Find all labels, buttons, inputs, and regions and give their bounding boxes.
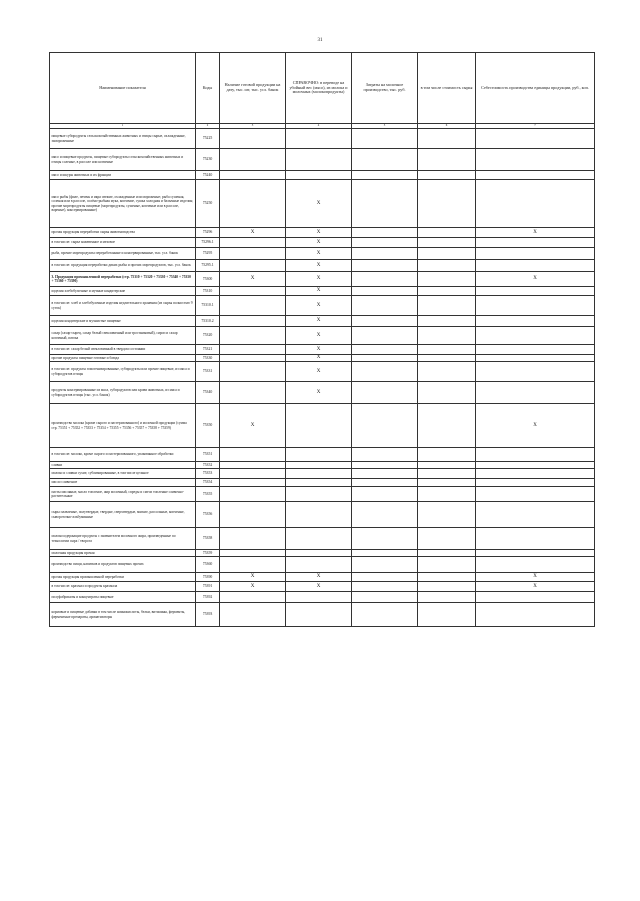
row-value-cell	[352, 238, 418, 248]
row-value-cell	[476, 469, 595, 479]
row-code: 75296	[196, 228, 220, 238]
row-value-cell	[418, 550, 476, 557]
row-value-cell	[352, 362, 418, 382]
row-value-cell	[352, 287, 418, 296]
row-value-cell	[352, 327, 418, 345]
row-code: 75393	[196, 603, 220, 627]
row-value-cell	[286, 502, 352, 528]
row-name: производство молока (кроме сырого и пастеризованного) и молочной продукции (сумма стр. 75351 + 75352 + 75353 + 75354 + 75355 + 75356 + 75357 + 75358 + 75359)	[50, 404, 196, 448]
column-number: 2	[196, 124, 220, 129]
row-value-cell	[476, 487, 595, 502]
row-value-cell	[418, 272, 476, 287]
header-reference: СПРАВОЧНО: в переводе на убойный вес (мясо), из молока и молочных (молокопродукты)	[286, 53, 352, 124]
row-name: изделия хлебобулочные и мучные кондитерские	[50, 287, 196, 296]
row-value-cell	[418, 479, 476, 487]
row-name: в том числе: крахмал и продукты крахмала	[50, 582, 196, 592]
row-code: 75250	[196, 180, 220, 228]
row-value-cell	[476, 345, 595, 355]
row-value-cell	[352, 316, 418, 327]
row-value-cell	[418, 462, 476, 469]
row-value-cell: X	[476, 228, 595, 238]
row-value-cell: X	[286, 382, 352, 404]
table-row	[50, 129, 595, 149]
row-value-cell	[352, 528, 418, 550]
row-value-cell	[352, 129, 418, 149]
table-row	[50, 248, 595, 260]
row-value-cell: X	[220, 228, 286, 238]
row-code: 75356	[196, 502, 220, 528]
row-value-cell	[352, 582, 418, 592]
row-name: молокосодержащие продукты с заменителем молочного жира, произведенные по технологии сыра / творога	[50, 528, 196, 550]
row-value-cell: X	[286, 362, 352, 382]
row-value-cell	[220, 462, 286, 469]
row-value-cell	[220, 448, 286, 462]
table-row	[50, 327, 595, 345]
row-name: продукты консервированные из мяса, субпродуктов или крови животных, из мяса и субпродуктов птицы (тыс. усл. банок)	[50, 382, 196, 404]
row-value-cell	[418, 316, 476, 327]
row-code: 75295.1	[196, 260, 220, 272]
row-name: прочая продукция переработки сырья животноводства	[50, 228, 196, 238]
row-value-cell	[286, 448, 352, 462]
row-code: 75330	[196, 355, 220, 362]
row-code: 75353	[196, 469, 220, 479]
row-value-cell	[476, 287, 595, 296]
table-row	[50, 573, 595, 582]
row-value-cell	[286, 462, 352, 469]
row-code: 75300	[196, 272, 220, 287]
row-value-cell	[418, 129, 476, 149]
row-value-cell	[352, 149, 418, 171]
row-value-cell	[418, 149, 476, 171]
table-row	[50, 316, 595, 327]
row-name: кормовые и пищевые добавки в том числе аминокислоты, белки, витамины, ферменты, ферментные препараты, ароматизаторы	[50, 603, 196, 627]
header-costs: Затраты на молочное производство, тыс. руб.	[352, 53, 418, 124]
row-value-cell	[476, 448, 595, 462]
row-value-cell	[352, 592, 418, 603]
table-row	[50, 592, 595, 603]
row-name: в том числе: продукты гомогенизированные, субпродукты или прочие пищевые, из мяса и субпродуктов птицы	[50, 362, 196, 382]
row-value-cell: X	[286, 582, 352, 592]
row-code: 75354	[196, 479, 220, 487]
row-name: изделия кондитерские и мучнистые пищевые	[50, 316, 196, 327]
column-number: 6	[418, 124, 476, 129]
row-value-cell	[418, 448, 476, 462]
table-row	[50, 469, 595, 479]
row-name: прочие продукты пищевые готовые и блюда	[50, 355, 196, 362]
row-name: молочная продукция прочая	[50, 550, 196, 557]
row-value-cell	[352, 260, 418, 272]
row-code: 75340	[196, 382, 220, 404]
row-value-cell	[220, 382, 286, 404]
row-value-cell: X	[286, 316, 352, 327]
row-value-cell	[418, 592, 476, 603]
table-row	[50, 448, 595, 462]
row-name: мясо и шкуры животных и их фракции	[50, 171, 196, 180]
row-value-cell	[418, 171, 476, 180]
row-value-cell	[286, 592, 352, 603]
row-value-cell: X	[286, 260, 352, 272]
row-name: полуфабрикаты и концентраты пищевые	[50, 592, 196, 603]
row-value-cell	[220, 327, 286, 345]
row-value-cell	[286, 557, 352, 573]
row-value-cell	[418, 287, 476, 296]
row-value-cell	[476, 327, 595, 345]
row-value-cell	[418, 355, 476, 362]
row-value-cell	[352, 296, 418, 316]
row-value-cell	[220, 238, 286, 248]
row-value-cell	[220, 287, 286, 296]
table-row	[50, 345, 595, 355]
row-code: 75321	[196, 345, 220, 355]
header-raw-cost: в том числе стоимость сырья	[418, 53, 476, 124]
row-value-cell	[418, 469, 476, 479]
column-number: 4	[286, 124, 352, 129]
row-value-cell	[352, 603, 418, 627]
row-value-cell	[418, 362, 476, 382]
column-number: 7	[476, 124, 595, 129]
row-value-cell	[352, 382, 418, 404]
row-value-cell: X	[286, 248, 352, 260]
row-value-cell	[286, 528, 352, 550]
row-value-cell	[286, 603, 352, 627]
row-value-cell	[286, 404, 352, 448]
row-value-cell: X	[286, 228, 352, 238]
row-value-cell	[476, 603, 595, 627]
row-name: в том числе: молоко, кроме сырого и пастеризованного, упакованное обработки	[50, 448, 196, 462]
row-value-cell: X	[286, 355, 352, 362]
row-value-cell	[418, 603, 476, 627]
table-row	[50, 462, 595, 469]
report-table	[49, 52, 595, 627]
row-value-cell	[476, 180, 595, 228]
row-value-cell	[220, 171, 286, 180]
row-value-cell	[418, 180, 476, 228]
row-name: в том числе: сахар белый свекловичный в твердом состоянии	[50, 345, 196, 355]
row-value-cell	[352, 171, 418, 180]
row-value-cell	[476, 238, 595, 248]
row-code: 75230	[196, 149, 220, 171]
row-value-cell	[476, 171, 595, 180]
row-value-cell	[418, 528, 476, 550]
header-stock: Наличие готовой продукции на дату, тыс. шт, тыс. усл. банок	[220, 53, 286, 124]
table-row	[50, 287, 595, 296]
row-value-cell	[418, 557, 476, 573]
header-indicator: Наименование показателя	[50, 53, 196, 124]
row-code: 75240	[196, 171, 220, 180]
row-value-cell	[352, 573, 418, 582]
column-number: 5	[352, 124, 418, 129]
row-value-cell	[286, 171, 352, 180]
row-value-cell	[286, 469, 352, 479]
row-value-cell	[418, 238, 476, 248]
row-name: мясо и пищевые продукты, пищевые субпродукты сельскохозяйственных животных и птицы соленые, в рассоле или копченые	[50, 149, 196, 171]
row-value-cell	[352, 228, 418, 238]
row-value-cell	[476, 355, 595, 362]
row-value-cell	[352, 462, 418, 469]
row-value-cell	[476, 592, 595, 603]
row-value-cell	[286, 479, 352, 487]
table-row	[50, 149, 595, 171]
table-row	[50, 582, 595, 592]
header-code: Коды	[196, 53, 220, 124]
table-row	[50, 238, 595, 248]
row-value-cell	[476, 557, 595, 573]
row-value-cell	[286, 149, 352, 171]
row-value-cell	[476, 479, 595, 487]
row-value-cell	[352, 272, 418, 287]
row-value-cell	[476, 528, 595, 550]
table-row	[50, 479, 595, 487]
table-row	[50, 228, 595, 238]
row-value-cell	[476, 129, 595, 149]
table-row	[50, 180, 595, 228]
row-value-cell	[220, 345, 286, 355]
row-value-cell	[418, 487, 476, 502]
table-row	[50, 603, 595, 627]
row-value-cell: X	[286, 180, 352, 228]
row-value-cell	[352, 448, 418, 462]
row-value-cell: X	[476, 272, 595, 287]
row-value-cell	[352, 487, 418, 502]
row-value-cell	[220, 355, 286, 362]
row-name: сыры плавленые, полутвердые, твердые, сверхтвердые, мягкие, рассольные, копченые, сывороточно-альбуминные	[50, 502, 196, 528]
row-name: в том числе: хлеб и хлебобулочные изделия недлительного хранения (из сырья полностью 9 суток)	[50, 296, 196, 316]
row-value-cell	[418, 296, 476, 316]
row-code: 75351	[196, 448, 220, 462]
row-value-cell	[220, 603, 286, 627]
row-value-cell	[476, 362, 595, 382]
row-value-cell	[286, 550, 352, 557]
row-value-cell	[418, 248, 476, 260]
row-value-cell	[418, 582, 476, 592]
row-name: 3. Продукция промышленной переработки (стр. 75310 + 75320 + 75330 + 75340 + 75350 + 75360 + 75390)	[50, 272, 196, 287]
row-value-cell	[476, 462, 595, 469]
header-unit-cost: Себестоимость производства единицы продукции, руб., коп.	[476, 53, 595, 124]
row-value-cell	[220, 550, 286, 557]
table-row	[50, 487, 595, 502]
row-value-cell	[220, 528, 286, 550]
row-value-cell	[352, 557, 418, 573]
row-code: 75320	[196, 327, 220, 345]
row-value-cell: X	[476, 573, 595, 582]
row-value-cell: X	[476, 582, 595, 592]
row-value-cell	[352, 345, 418, 355]
row-value-cell	[418, 327, 476, 345]
row-name: пищевые субпродукты сельскохозяйственных животных и птицы сырые, охлажденные, замороженные	[50, 129, 196, 149]
table-row	[50, 260, 595, 272]
row-value-cell	[220, 180, 286, 228]
row-code: 75310.2	[196, 316, 220, 327]
table-row	[50, 382, 595, 404]
row-code: 75295	[196, 248, 220, 260]
row-value-cell	[352, 550, 418, 557]
row-value-cell: X	[286, 573, 352, 582]
row-name: масло сливочное	[50, 479, 196, 487]
row-name: прочая продукция промышленной переработки	[50, 573, 196, 582]
row-value-cell	[352, 248, 418, 260]
row-value-cell: X	[286, 327, 352, 345]
page-number: 31	[317, 38, 323, 43]
column-number: 1	[50, 124, 196, 129]
row-value-cell	[220, 557, 286, 573]
row-value-cell	[220, 487, 286, 502]
row-value-cell	[418, 382, 476, 404]
row-name: мясо рыбы (филе, печень и икра свежие, охлажденные или мороженые; рыба сушеная, соленая или в рассоле, солёно-рыбная мука, копчение, сушка холодная и балычные изделия; прочие морепродукты пищевые (морепродукты, сушеные, копченые или в рассоле, вареные), консервированные)	[50, 180, 196, 228]
row-code: 75310.1	[196, 296, 220, 316]
table-row	[50, 528, 595, 550]
table-row	[50, 171, 595, 180]
row-value-cell	[418, 345, 476, 355]
table-row	[50, 557, 595, 573]
row-value-cell	[476, 316, 595, 327]
row-value-cell: X	[476, 404, 595, 448]
row-code: 75359	[196, 550, 220, 557]
row-value-cell	[476, 550, 595, 557]
row-value-cell	[418, 502, 476, 528]
row-value-cell	[418, 573, 476, 582]
row-value-cell	[352, 355, 418, 362]
column-number: 3	[220, 124, 286, 129]
row-value-cell	[476, 248, 595, 260]
row-value-cell	[476, 502, 595, 528]
row-value-cell	[220, 592, 286, 603]
row-code: 75391	[196, 582, 220, 592]
row-value-cell	[286, 487, 352, 502]
row-value-cell	[220, 469, 286, 479]
row-code: 75225	[196, 129, 220, 149]
row-value-cell	[352, 469, 418, 479]
row-value-cell	[220, 260, 286, 272]
table-row	[50, 550, 595, 557]
table-row	[50, 502, 595, 528]
row-value-cell: X	[220, 404, 286, 448]
row-value-cell	[418, 404, 476, 448]
row-code: 75296.1	[196, 238, 220, 248]
row-value-cell: X	[286, 287, 352, 296]
row-code: 75360	[196, 557, 220, 573]
row-code: 75352	[196, 462, 220, 469]
row-value-cell	[220, 248, 286, 260]
row-value-cell	[220, 129, 286, 149]
table-row	[50, 272, 595, 287]
row-value-cell: X	[220, 582, 286, 592]
row-value-cell	[220, 316, 286, 327]
row-code: 75392	[196, 592, 220, 603]
row-value-cell	[476, 382, 595, 404]
row-name: сливки	[50, 462, 196, 469]
row-name: пасты масляные, масло топленое, жир молочный, спреды и смеси топленые сливочно-растительные	[50, 487, 196, 502]
row-value-cell	[418, 228, 476, 238]
row-code: 75331	[196, 362, 220, 382]
row-value-cell: X	[286, 238, 352, 248]
table-row	[50, 355, 595, 362]
row-value-cell: X	[286, 272, 352, 287]
row-value-cell	[352, 502, 418, 528]
row-name: производство пищи, напитков и продуктов пищевых прочих	[50, 557, 196, 573]
row-value-cell: X	[286, 296, 352, 316]
row-value-cell	[352, 180, 418, 228]
row-value-cell	[286, 129, 352, 149]
row-value-cell: X	[220, 573, 286, 582]
row-name: молоко и сливки сухие, сублимированные, в том числе цельное	[50, 469, 196, 479]
table-header-row	[50, 53, 595, 124]
row-value-cell	[220, 362, 286, 382]
row-name: рыба, прочие морепродукты переработанные и консервированные, тыс. усл. банок	[50, 248, 196, 260]
row-value-cell	[476, 296, 595, 316]
row-value-cell	[220, 502, 286, 528]
row-value-cell	[476, 149, 595, 171]
row-name: в том числе: сырье кожевенное и меховое	[50, 238, 196, 248]
row-name: сахар (сахар-сырец, сахар белый свекловичный или тростниковый), сироп и сахар копченый, патока	[50, 327, 196, 345]
row-value-cell: X	[286, 345, 352, 355]
row-value-cell	[220, 149, 286, 171]
row-value-cell	[352, 404, 418, 448]
row-code: 75390	[196, 573, 220, 582]
table-row	[50, 404, 595, 448]
row-code: 75350	[196, 404, 220, 448]
row-value-cell	[220, 479, 286, 487]
row-value-cell: X	[220, 272, 286, 287]
row-value-cell	[418, 260, 476, 272]
row-code: 75355	[196, 487, 220, 502]
row-value-cell	[352, 479, 418, 487]
row-code: 75358	[196, 528, 220, 550]
row-name: в том числе: продукция переработки диких рыбы и прочих морепродуктов, тыс. усл. банок	[50, 260, 196, 272]
table-row	[50, 296, 595, 316]
row-value-cell	[220, 296, 286, 316]
table-row	[50, 362, 595, 382]
row-code: 75310	[196, 287, 220, 296]
row-value-cell	[476, 260, 595, 272]
